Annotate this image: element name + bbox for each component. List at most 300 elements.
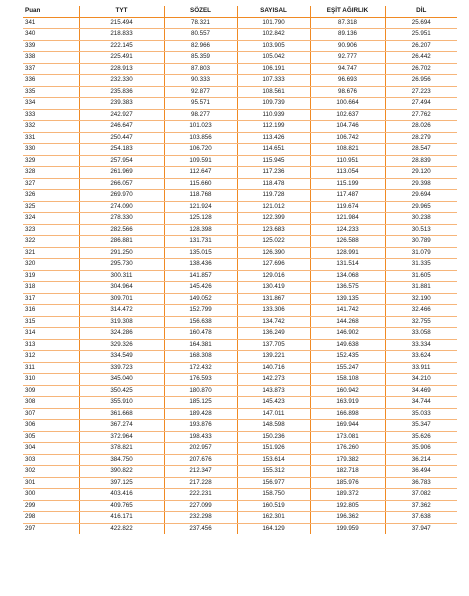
cell-sayisal: 113.426 <box>237 132 310 144</box>
cell-tyt: 345.040 <box>79 374 164 386</box>
cell-sayisal: 130.419 <box>237 282 310 294</box>
cell-sayisal: 140.716 <box>237 362 310 374</box>
cell-puan: 300 <box>23 489 79 501</box>
cell-puan: 309 <box>23 385 79 397</box>
cell-tyt: 314.472 <box>79 305 164 317</box>
table-row <box>23 224 457 236</box>
cell-tyt: 269.970 <box>79 190 164 202</box>
cell-dil: 30.238 <box>385 213 457 225</box>
cell-sayisal: 153.614 <box>237 454 310 466</box>
cell-esit-agirlik: 166.898 <box>310 408 385 420</box>
cell-tyt: 329.326 <box>79 339 164 351</box>
cell-dil: 37.947 <box>411 524 431 532</box>
cell-esit-agirlik: 169.944 <box>310 420 385 432</box>
cell-sayisal: 126.390 <box>237 247 310 259</box>
cell-sozel: 232.298 <box>164 512 237 524</box>
cell-sozel: 149.052 <box>164 293 237 305</box>
cell-tyt: 282.566 <box>79 224 164 236</box>
cell-esit-agirlik: 89.136 <box>310 29 385 41</box>
cell-sayisal: 142.273 <box>237 374 310 386</box>
cell-esit-agirlik: 100.664 <box>310 98 385 110</box>
header-row <box>23 6 457 17</box>
cell-dil: 37.362 <box>385 500 457 512</box>
cell-puan: 297 <box>23 523 79 534</box>
cell-sayisal: 103.905 <box>237 40 310 52</box>
cell-dil: 29.398 <box>385 178 457 190</box>
cell-puan: 326 <box>23 190 79 202</box>
cell-sozel: 118.768 <box>164 190 237 202</box>
cell-esit-agirlik: 113.054 <box>310 167 385 179</box>
cell-sozel: 222.231 <box>164 489 237 501</box>
table-row <box>23 339 457 351</box>
cell-sozel: 145.426 <box>164 282 237 294</box>
cell-tyt: 222.145 <box>79 40 164 52</box>
cell-sozel: 78.321 <box>164 17 237 29</box>
cell-dil: 26.442 <box>385 52 457 64</box>
table-row <box>23 362 457 374</box>
cell-sayisal: 148.598 <box>237 420 310 432</box>
cell-dil: 26.702 <box>385 63 457 75</box>
cell-sozel: 202.957 <box>164 443 237 455</box>
cell-tyt: 278.330 <box>79 213 164 225</box>
cell-sayisal: 137.705 <box>237 339 310 351</box>
cell-sayisal: 102.842 <box>237 29 310 41</box>
cell-tyt: 239.383 <box>79 98 164 110</box>
header-dil: DİL <box>385 6 457 17</box>
cell-sozel: 101.023 <box>164 121 237 133</box>
cell-dil: 33.624 <box>385 351 457 363</box>
cell-tyt: 250.447 <box>79 132 164 144</box>
table-row <box>23 500 457 512</box>
cell-esit-agirlik: 189.372 <box>310 489 385 501</box>
cell-tyt: 286.881 <box>79 236 164 248</box>
table-row <box>23 397 457 409</box>
cell-esit-agirlik: 152.435 <box>310 351 385 363</box>
cell-sayisal: 131.867 <box>237 293 310 305</box>
table-row <box>23 374 457 386</box>
cell-dil: 32.190 <box>385 293 457 305</box>
cell-sayisal: 114.651 <box>237 144 310 156</box>
cell-sozel: 135.015 <box>164 247 237 259</box>
cell-esit-agirlik: 182.718 <box>310 466 385 478</box>
cell-sozel: 185.125 <box>164 397 237 409</box>
cell-dil: 35.347 <box>385 420 457 432</box>
cell-esit-agirlik: 185.976 <box>310 477 385 489</box>
cell-tyt: 266.057 <box>79 178 164 190</box>
cell-puan: 331 <box>23 132 79 144</box>
table-row <box>23 351 457 363</box>
cell-esit-agirlik: 134.068 <box>310 270 385 282</box>
cell-sozel: 237.456 <box>164 523 237 534</box>
cell-esit-agirlik: 102.637 <box>310 109 385 121</box>
cell-sozel: 98.277 <box>164 109 237 121</box>
cell-dil: 29.120 <box>385 167 457 179</box>
table-row <box>23 109 457 121</box>
table-row <box>23 466 457 478</box>
cell-sozel: 168.308 <box>164 351 237 363</box>
cell-dil: 36.214 <box>385 454 457 466</box>
cell-dil: 33.334 <box>385 339 457 351</box>
cell-sayisal: 105.042 <box>237 52 310 64</box>
table-row <box>23 420 457 432</box>
table-row <box>23 178 457 190</box>
cell-esit-agirlik: 117.487 <box>310 190 385 202</box>
cell-esit-agirlik: 106.742 <box>310 132 385 144</box>
cell-tyt: 339.723 <box>79 362 164 374</box>
cell-dil: 31.079 <box>385 247 457 259</box>
cell-sozel: 115.660 <box>164 178 237 190</box>
table-row <box>23 144 457 156</box>
cell-sayisal: 112.199 <box>237 121 310 133</box>
table-row <box>23 316 457 328</box>
cell-sayisal: 150.236 <box>237 431 310 443</box>
cell-sozel: 176.593 <box>164 374 237 386</box>
table-row <box>23 40 457 52</box>
table-row <box>23 408 457 420</box>
cell-puan: 323 <box>23 224 79 236</box>
cell-esit-agirlik: 121.984 <box>310 213 385 225</box>
table-row <box>23 293 457 305</box>
cell-sayisal: 106.191 <box>237 63 310 75</box>
cell-sozel: 128.398 <box>164 224 237 236</box>
cell-dil: 27.494 <box>385 98 457 110</box>
cell-puan: 338 <box>23 52 79 64</box>
table-row <box>23 512 457 524</box>
cell-sayisal: 109.739 <box>237 98 310 110</box>
cell-puan: 310 <box>23 374 79 386</box>
header-esit-agirlik: EŞİT AĞIRLIK <box>310 6 385 17</box>
cell-sayisal: 119.728 <box>237 190 310 202</box>
cell-puan: 328 <box>23 167 79 179</box>
cell-dil: 28.279 <box>385 132 457 144</box>
cell-sozel: 87.803 <box>164 63 237 75</box>
cell-sayisal: 156.977 <box>237 477 310 489</box>
cell-sayisal: 110.939 <box>237 109 310 121</box>
table-row <box>23 190 457 202</box>
cell-dil: 28.839 <box>385 155 457 167</box>
cell-esit-agirlik: 163.919 <box>310 397 385 409</box>
cell-esit-agirlik: 179.382 <box>310 454 385 466</box>
cell-puan: 333 <box>23 109 79 121</box>
cell-esit-agirlik: 110.951 <box>310 155 385 167</box>
cell-tyt: 403.416 <box>79 489 164 501</box>
table-row <box>23 121 457 133</box>
cell-puan: 329 <box>23 155 79 167</box>
cell-sayisal: 160.519 <box>237 500 310 512</box>
cell-puan: 337 <box>23 63 79 75</box>
cell-tyt: 261.969 <box>79 167 164 179</box>
cell-sozel: 92.877 <box>164 86 237 98</box>
cell-tyt: 409.765 <box>79 500 164 512</box>
cell-puan: 314 <box>23 328 79 340</box>
cell-dil: 30.513 <box>385 224 457 236</box>
cell-dil: 37.638 <box>385 512 457 524</box>
cell-sayisal: 158.750 <box>237 489 310 501</box>
cell-esit-agirlik: 158.108 <box>310 374 385 386</box>
cell-dil: 35.626 <box>385 431 457 443</box>
cell-dil: 34.744 <box>385 397 457 409</box>
cell-puan: 319 <box>23 270 79 282</box>
cell-sozel: 160.478 <box>164 328 237 340</box>
cell-sayisal: 139.221 <box>237 351 310 363</box>
table-row <box>23 454 457 466</box>
cell-esit-agirlik: 124.233 <box>310 224 385 236</box>
cell-puan: 330 <box>23 144 79 156</box>
cell-sayisal: 118.478 <box>237 178 310 190</box>
cell-tyt: 257.954 <box>79 155 164 167</box>
cell-sayisal: 125.022 <box>237 236 310 248</box>
header-puan: Puan <box>23 6 79 17</box>
cell-puan: 335 <box>23 86 79 98</box>
table-header <box>23 6 457 17</box>
cell-dil: 25.951 <box>385 29 457 41</box>
cell-sozel: 103.856 <box>164 132 237 144</box>
cell-dil: 32.466 <box>385 305 457 317</box>
cell-esit-agirlik: 199.959 <box>310 523 385 534</box>
cell-sayisal: 147.011 <box>237 408 310 420</box>
cell-puan: 322 <box>23 236 79 248</box>
table-row <box>23 201 457 213</box>
cell-esit-agirlik: 146.902 <box>310 328 385 340</box>
cell-tyt: 367.274 <box>79 420 164 432</box>
cell-esit-agirlik: 90.906 <box>310 40 385 52</box>
cell-tyt: 304.964 <box>79 282 164 294</box>
cell-dil: 31.881 <box>385 282 457 294</box>
cell-sozel: 121.924 <box>164 201 237 213</box>
cell-tyt: 422.822 <box>79 523 164 534</box>
cell-tyt: 218.833 <box>79 29 164 41</box>
table-row <box>23 52 457 64</box>
cell-sozel: 82.966 <box>164 40 237 52</box>
cell-tyt: 378.821 <box>79 443 164 455</box>
cell-tyt: 390.822 <box>79 466 164 478</box>
cell-sayisal: 151.926 <box>237 443 310 455</box>
table-row <box>23 236 457 248</box>
cell-tyt: 228.913 <box>79 63 164 75</box>
table-row <box>23 523 457 534</box>
cell-dil: 29.965 <box>385 201 457 213</box>
cell-puan: 308 <box>23 397 79 409</box>
cell-esit-agirlik: 92.777 <box>310 52 385 64</box>
cell-sayisal: 123.683 <box>237 224 310 236</box>
cell-dil: 26.207 <box>385 40 457 52</box>
cell-esit-agirlik: 104.746 <box>310 121 385 133</box>
table-row <box>23 86 457 98</box>
cell-sozel: 80.557 <box>164 29 237 41</box>
cell-sozel: 141.857 <box>164 270 237 282</box>
cell-tyt: 397.125 <box>79 477 164 489</box>
table-row <box>23 17 457 29</box>
cell-esit-agirlik: 196.362 <box>310 512 385 524</box>
cell-dil: 29.694 <box>385 190 457 202</box>
cell-esit-agirlik: 115.199 <box>310 178 385 190</box>
cell-puan: 307 <box>23 408 79 420</box>
cell-esit-agirlik: 98.676 <box>310 86 385 98</box>
cell-sayisal: 108.561 <box>237 86 310 98</box>
table-row <box>23 247 457 259</box>
cell-sozel: 138.436 <box>164 259 237 271</box>
cell-tyt: 242.927 <box>79 109 164 121</box>
table-row <box>23 75 457 87</box>
cell-sayisal: 145.423 <box>237 397 310 409</box>
cell-dil: 30.789 <box>385 236 457 248</box>
cell-esit-agirlik: 160.942 <box>310 385 385 397</box>
cell-sayisal: 134.742 <box>237 316 310 328</box>
table-row <box>23 132 457 144</box>
cell-sozel: 152.799 <box>164 305 237 317</box>
cell-puan: 327 <box>23 178 79 190</box>
cell-sayisal: 129.016 <box>237 270 310 282</box>
table-row <box>23 305 457 317</box>
cell-puan: 317 <box>23 293 79 305</box>
cell-tyt: 372.964 <box>79 431 164 443</box>
cell-esit-agirlik: 131.514 <box>310 259 385 271</box>
header-sozel: SÖZEL <box>164 6 237 17</box>
cell-dil: 27.223 <box>385 86 457 98</box>
cell-puan: 299 <box>23 500 79 512</box>
cell-sozel: 189.428 <box>164 408 237 420</box>
cell-esit-agirlik: 87.318 <box>310 17 385 29</box>
header-tyt: TYT <box>79 6 164 17</box>
cell-dil: 26.956 <box>385 75 457 87</box>
cell-puan: 312 <box>23 351 79 363</box>
cell-sayisal: 122.399 <box>237 213 310 225</box>
cell-tyt: 254.183 <box>79 144 164 156</box>
table-row <box>23 155 457 167</box>
cell-tyt: 274.090 <box>79 201 164 213</box>
cell-sayisal: 162.301 <box>237 512 310 524</box>
cell-dil: 31.605 <box>385 270 457 282</box>
cell-tyt: 291.250 <box>79 247 164 259</box>
cell-tyt: 246.647 <box>79 121 164 133</box>
cell-puan: 318 <box>23 282 79 294</box>
cell-sayisal: 164.129 <box>237 523 310 534</box>
cell-sozel: 109.591 <box>164 155 237 167</box>
table-row <box>23 213 457 225</box>
cell-puan: 303 <box>23 454 79 466</box>
cell-esit-agirlik: 94.747 <box>310 63 385 75</box>
table-row <box>23 328 457 340</box>
table-row <box>23 489 457 501</box>
cell-sozel: 125.128 <box>164 213 237 225</box>
cell-sozel: 156.638 <box>164 316 237 328</box>
cell-sozel: 180.870 <box>164 385 237 397</box>
cell-puan: 304 <box>23 443 79 455</box>
cell-dil: 36.494 <box>385 466 457 478</box>
cell-sozel: 90.333 <box>164 75 237 87</box>
cell-puan: 306 <box>23 420 79 432</box>
cell-dil: 34.210 <box>385 374 457 386</box>
cell-puan: 311 <box>23 362 79 374</box>
cell-sozel: 85.359 <box>164 52 237 64</box>
cell-puan: 313 <box>23 339 79 351</box>
cell-sayisal: 101.790 <box>237 17 310 29</box>
cell-sayisal: 133.306 <box>237 305 310 317</box>
cell-puan: 321 <box>23 247 79 259</box>
table-row <box>23 63 457 75</box>
table-row <box>23 443 457 455</box>
cell-dil: 37.082 <box>385 489 457 501</box>
cell-esit-agirlik: 139.135 <box>310 293 385 305</box>
cell-esit-agirlik: 119.674 <box>310 201 385 213</box>
cell-esit-agirlik: 144.268 <box>310 316 385 328</box>
cell-tyt: 215.494 <box>79 17 164 29</box>
cell-tyt: 350.425 <box>79 385 164 397</box>
cell-dil: 33.058 <box>385 328 457 340</box>
cell-puan: 305 <box>23 431 79 443</box>
cell-dil: 25.694 <box>385 17 457 29</box>
cell-dil: 35.906 <box>385 443 457 455</box>
cell-sayisal: 143.873 <box>237 385 310 397</box>
cell-esit-agirlik: 136.575 <box>310 282 385 294</box>
cell-dil: 31.335 <box>385 259 457 271</box>
cell-tyt: 232.330 <box>79 75 164 87</box>
cell-esit-agirlik: 141.742 <box>310 305 385 317</box>
cell-tyt: 300.311 <box>79 270 164 282</box>
cell-tyt: 361.668 <box>79 408 164 420</box>
cell-dil: 34.469 <box>385 385 457 397</box>
cell-puan: 298 <box>23 512 79 524</box>
cell-sayisal: 121.012 <box>237 201 310 213</box>
table-row <box>23 259 457 271</box>
cell-tyt: 416.171 <box>79 512 164 524</box>
cell-sozel: 227.099 <box>164 500 237 512</box>
cell-sayisal: 107.333 <box>237 75 310 87</box>
cell-puan: 320 <box>23 259 79 271</box>
cell-tyt: 309.701 <box>79 293 164 305</box>
table-row <box>23 270 457 282</box>
cell-puan: 301 <box>23 477 79 489</box>
cell-sozel: 207.676 <box>164 454 237 466</box>
score-table <box>23 6 457 534</box>
cell-sozel: 131.731 <box>164 236 237 248</box>
cell-tyt: 235.836 <box>79 86 164 98</box>
cell-esit-agirlik: 126.588 <box>310 236 385 248</box>
table-row <box>23 282 457 294</box>
cell-esit-agirlik: 192.805 <box>310 500 385 512</box>
cell-puan: 332 <box>23 121 79 133</box>
cell-puan: 316 <box>23 305 79 317</box>
cell-puan: 334 <box>23 98 79 110</box>
cell-tyt: 225.491 <box>79 52 164 64</box>
header-sayisal: SAYISAL <box>237 6 310 17</box>
cell-esit-agirlik: 108.821 <box>310 144 385 156</box>
cell-puan: 340 <box>23 29 79 41</box>
table-row <box>23 167 457 179</box>
cell-tyt: 334.549 <box>79 351 164 363</box>
cell-esit-agirlik: 176.260 <box>310 443 385 455</box>
cell-esit-agirlik: 96.693 <box>310 75 385 87</box>
cell-sozel: 172.432 <box>164 362 237 374</box>
table-row <box>23 385 457 397</box>
cell-esit-agirlik: 173.081 <box>310 431 385 443</box>
table-row <box>23 477 457 489</box>
cell-sozel: 217.228 <box>164 477 237 489</box>
cell-tyt: 319.308 <box>79 316 164 328</box>
cell-esit-agirlik: 155.247 <box>310 362 385 374</box>
cell-sozel: 193.876 <box>164 420 237 432</box>
cell-sayisal: 115.945 <box>237 155 310 167</box>
cell-sozel: 212.347 <box>164 466 237 478</box>
cell-tyt: 355.910 <box>79 397 164 409</box>
table-row <box>23 29 457 41</box>
cell-tyt: 295.730 <box>79 259 164 271</box>
cell-sozel: 112.647 <box>164 167 237 179</box>
cell-esit-agirlik: 149.638 <box>310 339 385 351</box>
cell-sozel: 198.433 <box>164 431 237 443</box>
cell-puan: 302 <box>23 466 79 478</box>
cell-dil: 27.762 <box>385 109 457 121</box>
